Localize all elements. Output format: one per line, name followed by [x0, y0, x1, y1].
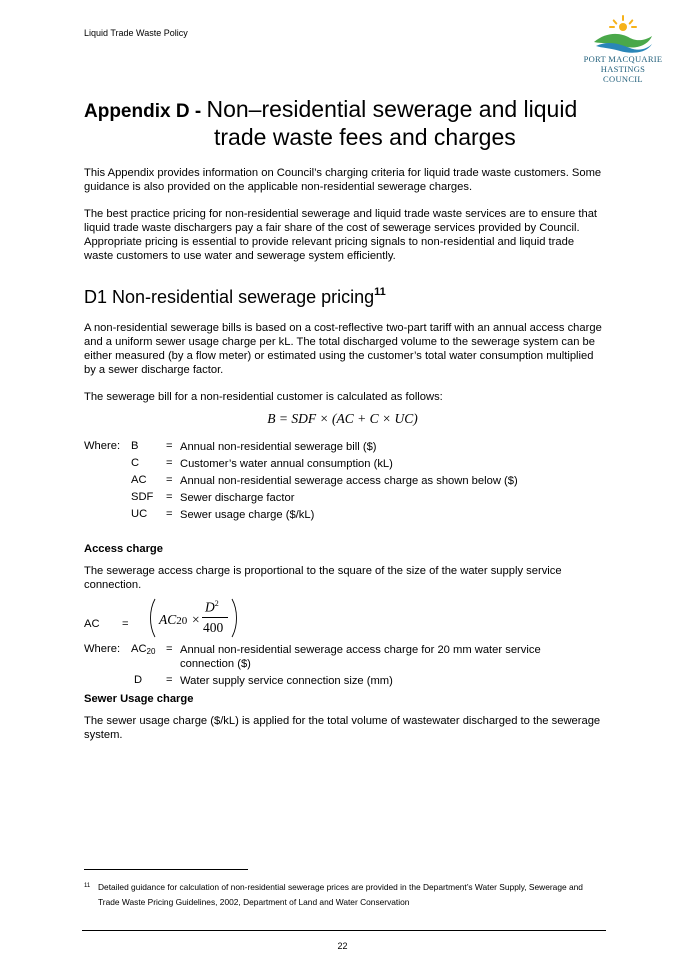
definition-symbol: UC — [131, 508, 148, 520]
definition-equals: = — [166, 491, 173, 503]
where-label: Where: — [84, 643, 121, 655]
sewerage-bill-formula: B = SDF × (AC + C × UC) — [267, 411, 418, 426]
formula-times: × — [192, 612, 200, 627]
logo-text-line2: HASTINGS COUNCIL — [600, 64, 646, 84]
definition-text: Customer’s water annual consumption (kL) — [180, 458, 393, 470]
definition-text: Sewer usage charge ($/kL) — [180, 509, 315, 521]
page-number: 22 — [337, 941, 348, 951]
footnote-text: Detailed guidance for calculation of non-residential sewerage prices are provided in the Department’s Water Supply, Sewerage and Trade Waste Pricing Guidelines, 2002, Department of Land and Water Conservation — [98, 882, 583, 907]
where-label: Where: — [84, 440, 121, 452]
definition-symbol: AC — [131, 474, 147, 486]
definition-symbol-main: AC — [131, 643, 147, 655]
formula-exponent: 2 — [214, 599, 219, 608]
definition-equals: = — [166, 674, 173, 686]
definition-symbol-sub: 20 — [146, 647, 156, 656]
section-heading-d1-text: D1 Non-residential sewerage pricing — [84, 287, 375, 307]
access-charge-lhs: AC — [84, 618, 100, 630]
access-charge-heading: Access charge — [84, 543, 163, 555]
intro-paragraph-2: The best practice pricing for non-residential sewerage and liquid trade waste services are to ensure that liquid trade waste dischargers pay a fair share of the cost of sewerage services provided by Council. Appropriate pricing is essential to provide relevant pricing signals to non-residential and liquid trade waste customers to use water and sewerage system efficiently. — [84, 208, 598, 262]
footnote-reference: 11 — [374, 286, 386, 298]
logo-text-line1: PORT MACQUARIE — [583, 54, 663, 64]
footer-rule — [82, 930, 606, 931]
left-paren-icon — [148, 598, 156, 638]
header-document-title: Liquid Trade Waste Policy — [84, 28, 188, 38]
definition-symbol: B — [131, 440, 139, 452]
formula-denominator: 400 — [203, 620, 224, 635]
council-logo — [583, 14, 663, 84]
appendix-title-line2: trade waste fees and charges — [214, 124, 516, 150]
section-heading-d1 — [84, 286, 386, 308]
fraction-bar — [202, 617, 228, 618]
definition-text: Water supply service connection size (mm) — [180, 675, 393, 687]
formula-ac — [159, 612, 187, 628]
definition-equals: = — [166, 643, 173, 655]
d1-paragraph-2: The sewerage bill for a non-residential customer is calculated as follows: — [84, 391, 443, 403]
appendix-title-rest: Non–residential sewerage and liquid — [206, 96, 578, 122]
definition-symbol: D — [134, 674, 143, 686]
definition-symbol: C — [131, 457, 140, 469]
formula-numerator — [205, 599, 219, 616]
definition-symbol: SDF — [131, 491, 154, 503]
footnote — [84, 880, 584, 910]
definition-equals: = — [166, 440, 173, 452]
right-paren-icon — [231, 598, 239, 638]
appendix-title — [84, 96, 594, 151]
intro-paragraph-1: This Appendix provides information on Council’s charging criteria for liquid trade waste customers. Some guidance is also provided on the applicable non-residential sewerage charges. — [84, 167, 602, 193]
definition-text: Annual non-residential sewerage bill ($) — [180, 441, 377, 453]
definition-symbol — [131, 643, 155, 656]
usage-charge-heading: Sewer Usage charge — [84, 693, 194, 705]
definition-text: Sewer discharge factor — [180, 492, 295, 504]
definition-text: Annual non-residential sewerage access charge as shown below ($) — [180, 475, 518, 487]
footnote-mark: 11 — [84, 883, 91, 889]
footnote-separator — [84, 869, 248, 870]
usage-charge-paragraph: The sewer usage charge ($/kL) is applied for the total volume of wastewater discharged to the sewerage system. — [84, 715, 601, 741]
appendix-title-lead: Appendix D - — [84, 101, 207, 122]
access-charge-paragraph: The sewerage access charge is proportional to the square of the size of the water supply service connection. — [84, 565, 562, 591]
sun-wave-logo-icon — [590, 14, 656, 54]
definition-equals: = — [166, 508, 173, 520]
formula-numerator-d: D — [205, 599, 215, 615]
definition-equals: = — [166, 457, 173, 469]
access-charge-formula — [148, 598, 240, 638]
formula-ac-sub: 20 — [176, 615, 188, 627]
definition-equals: = — [166, 474, 173, 486]
d1-paragraph-1: A non-residential sewerage bills is based on a cost-reflective two-part tariff with an annual access charge and a uniform sewer usage charge per kL. The total discharged volume to the sewerage system can be either measured (by a flow meter) or estimated using the customer’s total water consumption multiplied by a sewer discharge factor. — [84, 322, 602, 376]
access-charge-equals: = — [122, 618, 129, 630]
definition-text: Annual non-residential sewerage access charge for 20 mm water service connection ($) — [180, 644, 541, 670]
formula-ac-symbol: AC — [159, 612, 177, 627]
